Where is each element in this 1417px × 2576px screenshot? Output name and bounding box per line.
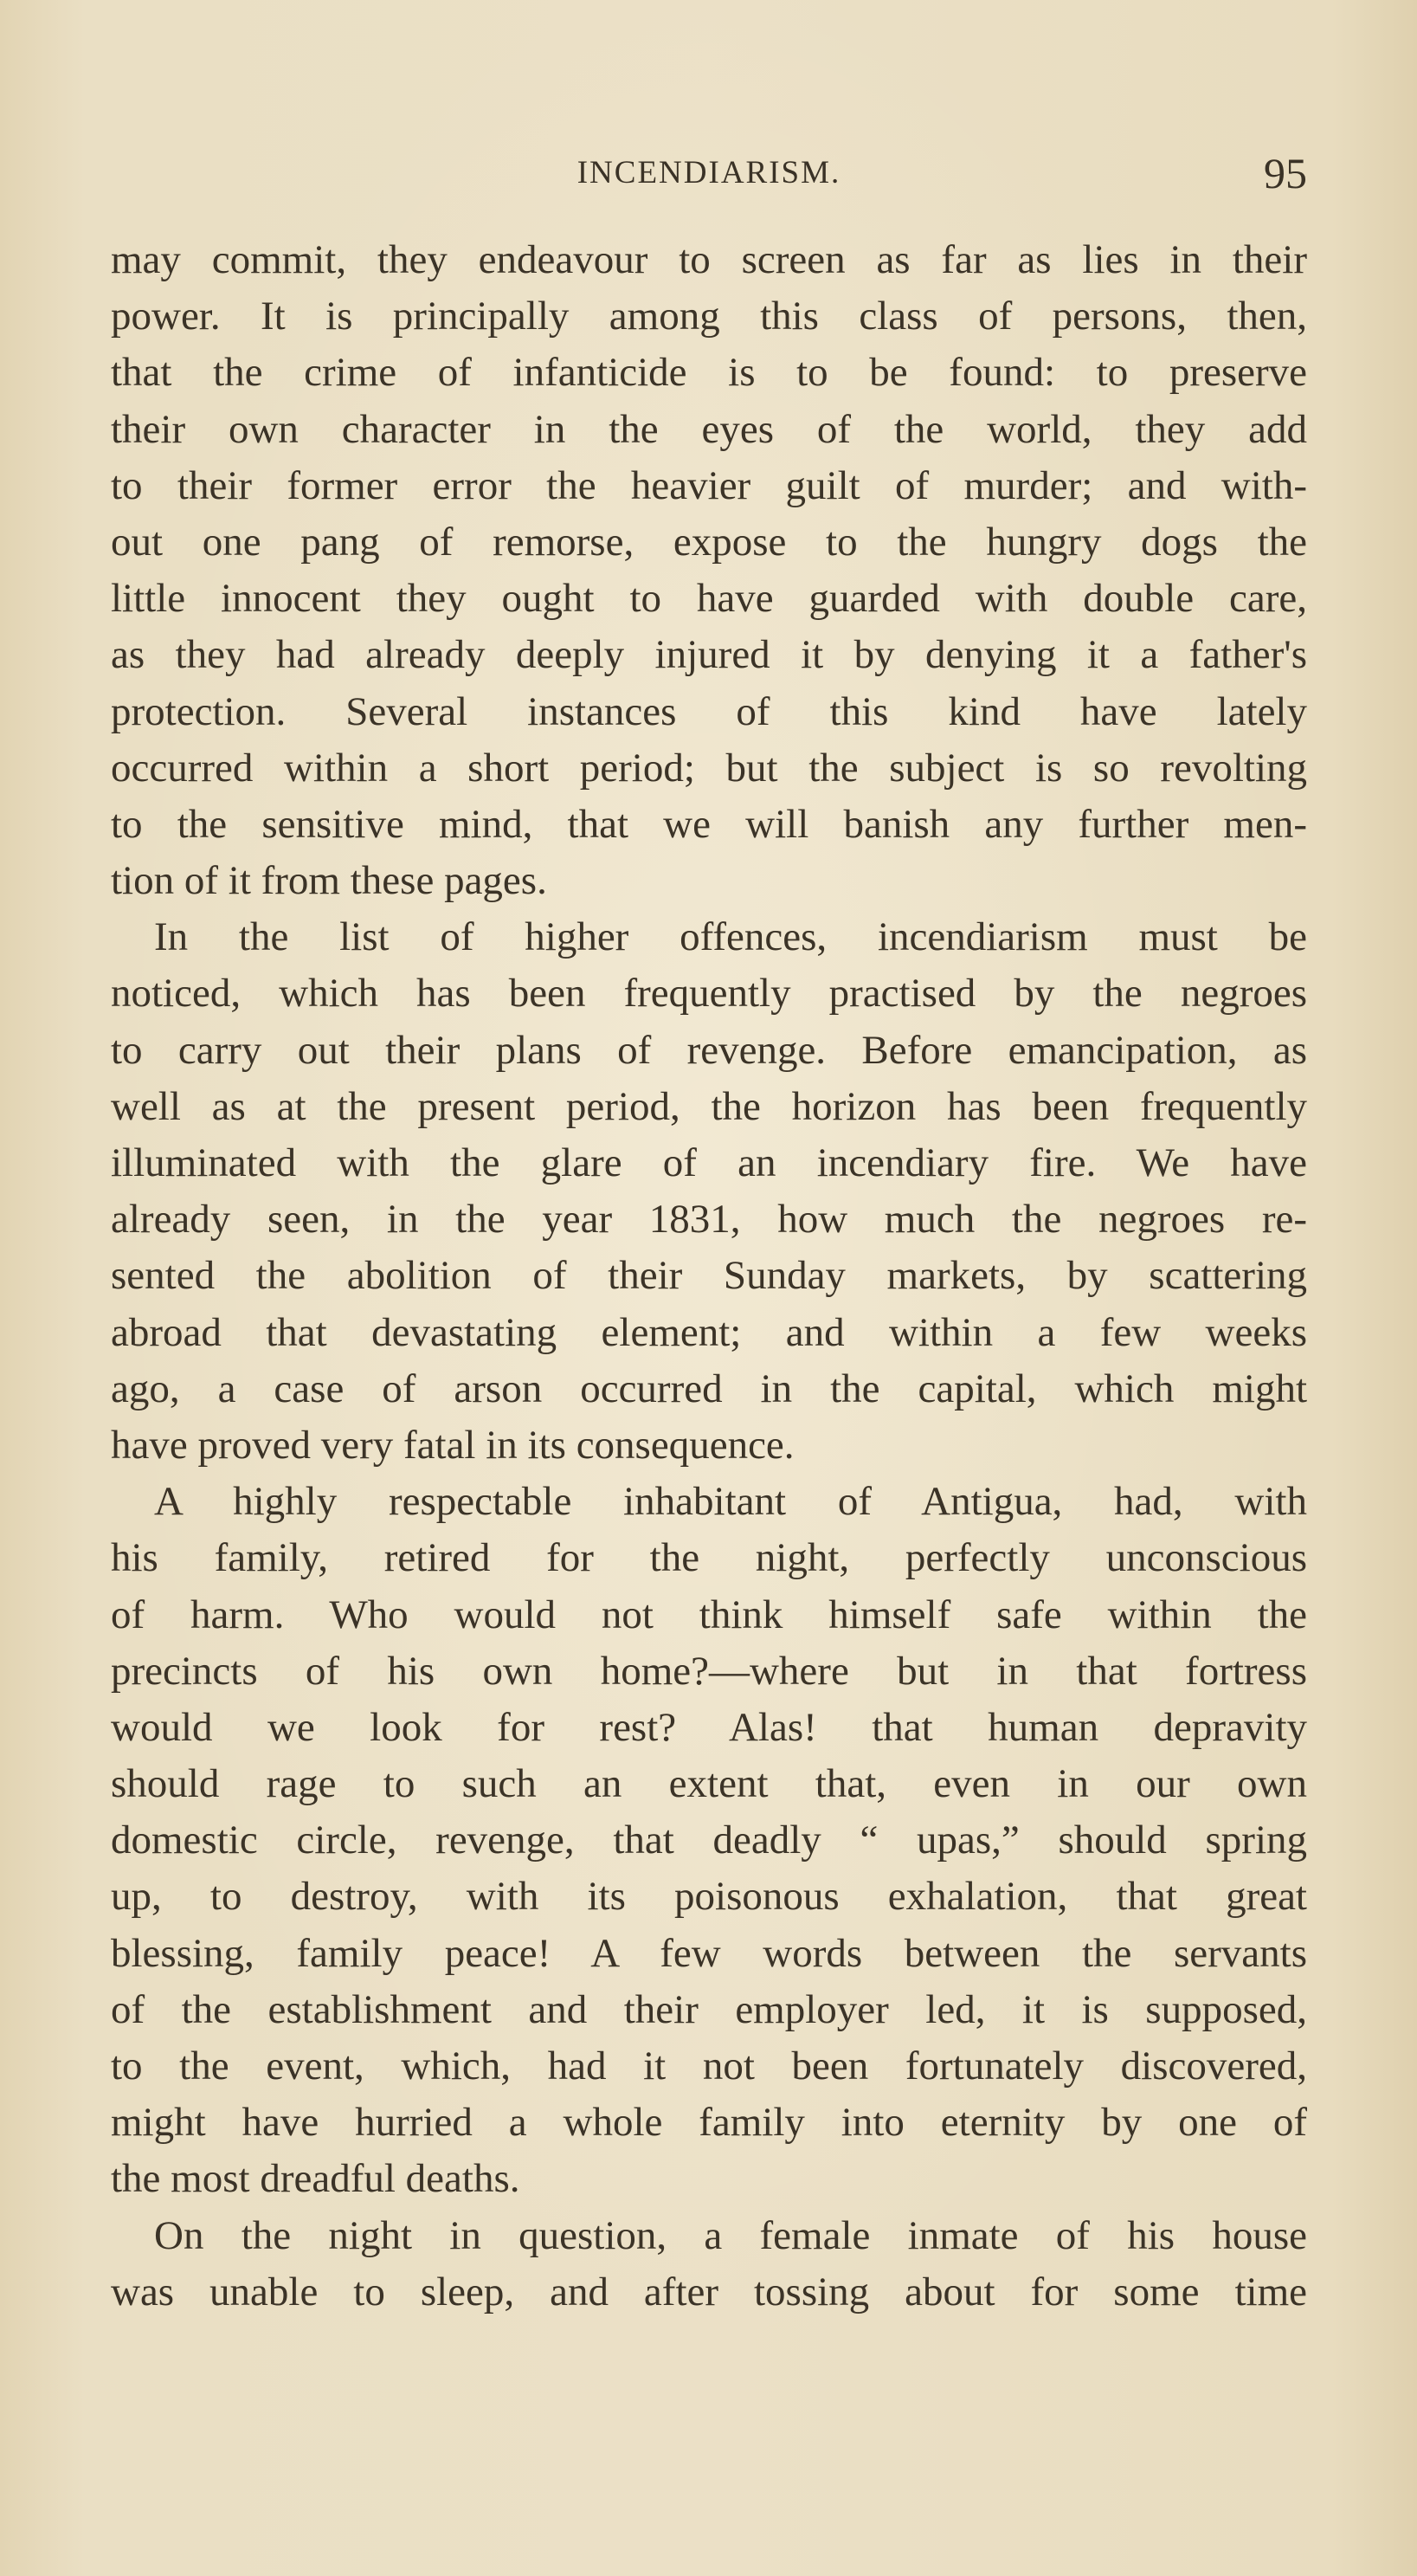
text-line: precincts of his own home?—where but in that fortress bbox=[111, 1648, 1307, 1694]
text-line: up, to destroy, with its poisonous exhalation, that great bbox=[111, 1874, 1307, 1920]
page-number: 95 bbox=[1264, 149, 1307, 197]
paragraph-3 bbox=[111, 1474, 1307, 2207]
body-text bbox=[111, 232, 1307, 2321]
text-line: have proved very fatal in its consequence. bbox=[111, 1422, 795, 1468]
paragraph-4 bbox=[111, 2208, 1307, 2321]
running-title: INCENDIARISM. bbox=[576, 155, 841, 190]
text-line: In the list of higher offences, incendiarism must be bbox=[154, 914, 1307, 960]
text-line: noticed, which has been frequently practised by the negroes bbox=[111, 971, 1307, 1017]
text-line: of harm. Who would not think himself safe within the bbox=[111, 1591, 1307, 1637]
text-line: already seen, in the year 1831, how much the negroes re- bbox=[111, 1197, 1307, 1243]
text-line: to the event, which, had it not been fortunately discovered, bbox=[111, 2043, 1307, 2089]
text-line: the most dreadful deaths. bbox=[111, 2156, 520, 2202]
text-line: as they had already deeply injured it by denying it a father's bbox=[111, 632, 1307, 678]
text-line: tion of it from these pages. bbox=[111, 858, 547, 904]
text-line: his family, retired for the night, perfectly unconscious bbox=[111, 1535, 1307, 1581]
text-line: On the night in question, a female inmate of his house bbox=[154, 2212, 1307, 2258]
text-line: A highly respectable inhabitant of Antigua, had, with bbox=[154, 1479, 1307, 1525]
text-line: illuminated with the glare of an incendiary fire. We have bbox=[111, 1140, 1307, 1185]
text-line: sented the abolition of their Sunday markets, by scattering bbox=[111, 1253, 1307, 1299]
text-line: would we look for rest? Alas! that human depravity bbox=[111, 1704, 1307, 1750]
text-line: may commit, they endeavour to screen as far as lies in their bbox=[111, 237, 1307, 282]
paragraph-2 bbox=[111, 909, 1307, 1474]
text-line: to their former error the heavier guilt of murder; and with- bbox=[111, 462, 1307, 508]
text-line: might have hurried a whole family into eternity by one of bbox=[111, 2100, 1307, 2146]
text-line: to carry out their plans of revenge. Before emancipation, as bbox=[111, 1027, 1307, 1073]
text-line: little innocent they ought to have guarded with double care, bbox=[111, 576, 1307, 622]
text-line: abroad that devastating element; and within a few weeks bbox=[111, 1309, 1307, 1355]
text-line: to the sensitive mind, that we will banish any further men- bbox=[111, 801, 1307, 847]
text-line: well as at the present period, the horizon has been frequently bbox=[111, 1083, 1307, 1129]
text-line: occurred within a short period; but the subject is so revolting bbox=[111, 745, 1307, 791]
text-line: was unable to sleep, and after tossing about for some time bbox=[111, 2269, 1307, 2315]
text-line: their own character in the eyes of the world, they add bbox=[111, 406, 1307, 452]
text-line: of the establishment and their employer led, it is supposed, bbox=[111, 1986, 1307, 2032]
text-line: power. It is principally among this class of persons, then, bbox=[111, 294, 1307, 339]
text-line: out one pang of remorse, expose to the hungry dogs the bbox=[111, 519, 1307, 565]
text-line: domestic circle, revenge, that deadly “ upas,” should spring bbox=[111, 1817, 1307, 1863]
text-line: ago, a case of arson occurred in the capital, which might bbox=[111, 1365, 1307, 1411]
paragraph-1 bbox=[111, 232, 1307, 909]
text-line: should rage to such an extent that, even in our own bbox=[111, 1761, 1307, 1807]
text-line: that the crime of infanticide is to be found: to preserve bbox=[111, 350, 1307, 396]
text-line: protection. Several instances of this kind have lately bbox=[111, 688, 1307, 734]
text-line: blessing, family peace! A few words between the servants bbox=[111, 1930, 1307, 1976]
page-header bbox=[111, 145, 1307, 201]
